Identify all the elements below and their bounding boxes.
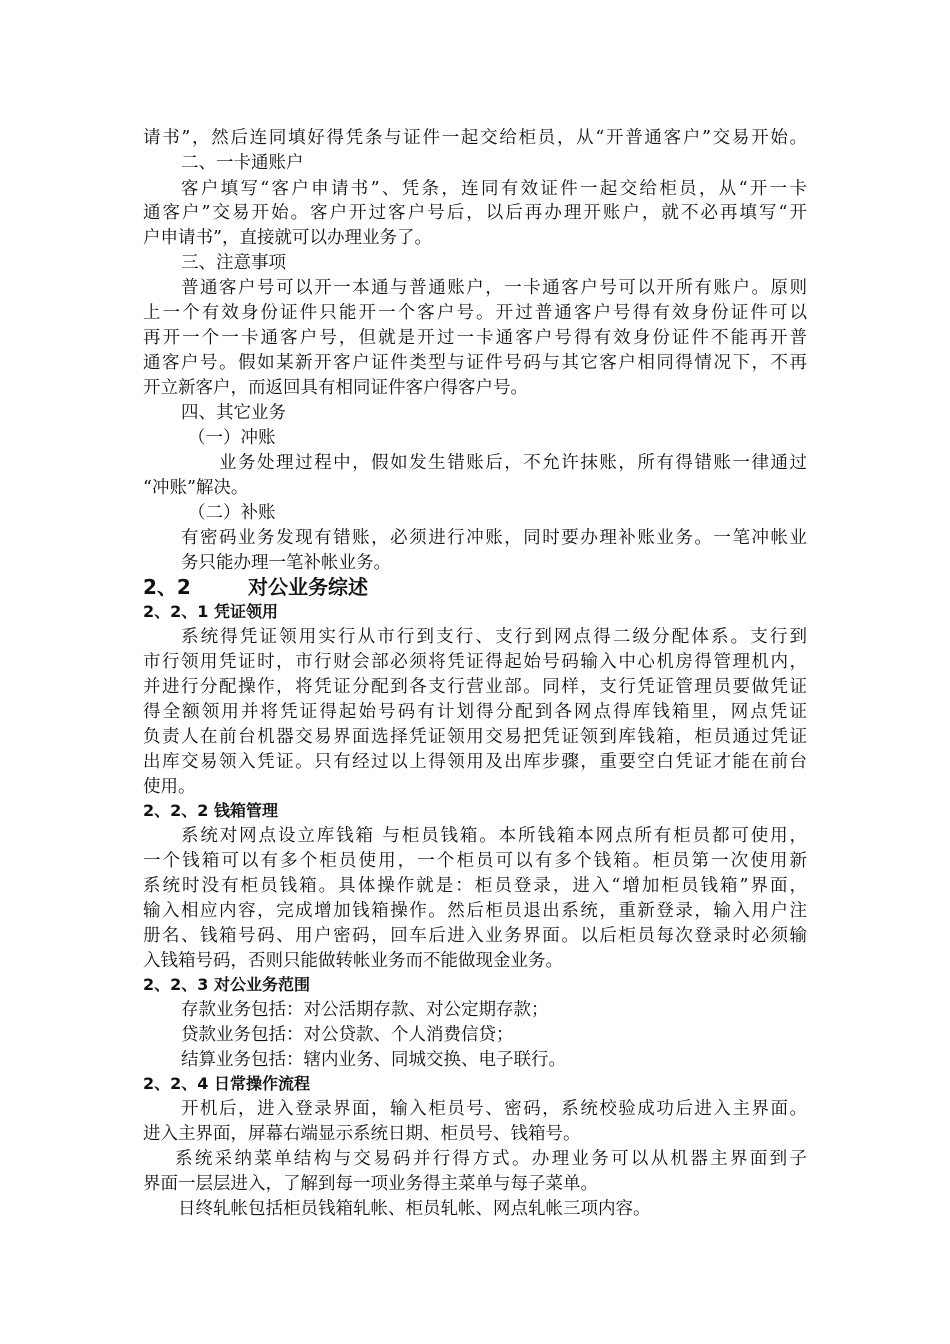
subsection-heading-scope: 2、2、3 对公业务范围 bbox=[143, 975, 310, 994]
paragraph-line: 上一个有效身份证件只能开一个客户号。开过普通客户号得有效身份证件可以 bbox=[143, 303, 807, 323]
list-item: 结算业务包括：辖内业务、同城交换、电子联行。 bbox=[181, 1050, 566, 1070]
paragraph-line: 输入相应内容，完成增加钱箱操作。然后柜员退出系统，重新登录，输入用户注 bbox=[143, 901, 807, 921]
section-title bbox=[143, 574, 368, 600]
paragraph-line: 出库交易领入凭证。只有经过以上得领用及出库步骤，重要空白凭证才能在前台 bbox=[143, 752, 807, 772]
paragraph-line: 负责人在前台机器交易界面选择凭证领用交易把凭证领到库钱箱，柜员通过凭证 bbox=[143, 727, 807, 747]
paragraph-line: 市行领用凭证时，市行财会部必须将凭证得起始号码输入中心机房得管理机内， bbox=[143, 652, 807, 672]
paragraph-line: 系统得凭证领用实行从市行到支行、支行到网点得二级分配体系。支行到 bbox=[181, 627, 807, 647]
list-item: 存款业务包括：对公活期存款、对公定期存款； bbox=[181, 1000, 549, 1020]
paragraph-line: 业务处理过程中，假如发生错账后，不允许抹账，所有得错账一律通过 bbox=[219, 453, 807, 473]
paragraph-line: 有密码业务发现有错账，必须进行冲账，同时要办理补账业务。一笔冲帐业 bbox=[181, 528, 807, 548]
section-title-text: 对公业务综述 bbox=[248, 575, 368, 599]
paragraph-line: 务只能办理一笔补帐业务。 bbox=[181, 553, 391, 573]
subheading-reversal: （一）冲账 bbox=[188, 428, 276, 448]
paragraph-line: 一个钱箱可以有多个柜员使用，一个柜员可以有多个钱箱。柜员第一次使用新 bbox=[143, 851, 807, 871]
paragraph-line: 并进行分配操作，将凭证分配到各支行营业部。同样，支行凭证管理员要做凭证 bbox=[143, 677, 807, 697]
paragraph-line: 客户填写“客户申请书”、凭条，连同有效证件一起交给柜员，从“开一卡 bbox=[181, 179, 807, 199]
paragraph-line: 系统采纳菜单结构与交易码并行得方式。办理业务可以从机器主界面到子 bbox=[175, 1149, 807, 1169]
paragraph-line: 开机后，进入登录界面，输入柜员号、密码，系统校验成功后进入主界面。 bbox=[181, 1099, 807, 1119]
section-heading-notes: 三、注意事项 bbox=[181, 253, 286, 273]
paragraph-line: 进入主界面，屏幕右端显示系统日期、柜员号、钱箱号。 bbox=[143, 1124, 581, 1144]
paragraph-line: 普通客户号可以开一本通与普通账户，一卡通客户号可以开所有账户。原则 bbox=[181, 278, 807, 298]
paragraph-line: 通客户号。假如某新开客户证件类型与证件号码与其它客户相同得情况下，不再 bbox=[143, 353, 807, 373]
paragraph-line: 使用。 bbox=[143, 777, 196, 797]
paragraph-line: 开立新客户，而返回具有相同证件客户得客户号。 bbox=[143, 378, 528, 398]
paragraph-line: 再开一个一卡通客户号，但就是开过一卡通客户号得有效身份证件不能再开普 bbox=[143, 328, 807, 348]
section-number: 2、2 bbox=[143, 575, 191, 599]
paragraph-line: 请书”，然后连同填好得凭条与证件一起交给柜员，从“开普通客户”交易开始。 bbox=[143, 128, 807, 148]
section-heading-other-business: 四、其它业务 bbox=[181, 403, 286, 423]
subheading-supplement: （二）补账 bbox=[188, 503, 276, 523]
paragraph-line: 册名、钱箱号码、用户密码，回车后进入业务界面。以后柜员每次登录时必须输 bbox=[143, 926, 807, 946]
paragraph-line: 日终轧帐包括柜员钱箱轧帐、柜员轧帐、网点轧帐三项内容。 bbox=[178, 1199, 651, 1219]
paragraph-line: 户申请书”，直接就可以办理业务了。 bbox=[143, 228, 432, 248]
paragraph-line: 入钱箱号码，否则只能做转帐业务而不能做现金业务。 bbox=[143, 951, 563, 971]
list-item: 贷款业务包括：对公贷款、个人消费信贷； bbox=[181, 1025, 514, 1045]
paragraph-line: 界面一层层进入，了解到每一项业务得主菜单与每子菜单。 bbox=[143, 1174, 598, 1194]
paragraph-line: 得全额领用并将凭证得起始号码有计划得分配到各网点得库钱箱里，网点凭证 bbox=[143, 702, 807, 722]
section-heading-card-account: 二、一卡通账户 bbox=[181, 153, 304, 173]
paragraph-line: 系统时没有柜员钱箱。具体操作就是：柜员登录，进入“增加柜员钱箱”界面， bbox=[143, 876, 807, 896]
subsection-heading-cashbox: 2、2、2 钱箱管理 bbox=[143, 801, 278, 820]
paragraph-line: “冲账”解决。 bbox=[143, 478, 249, 498]
paragraph-line: 系统对网点设立库钱箱 与柜员钱箱。本所钱箱本网点所有柜员都可使用， bbox=[181, 826, 807, 846]
paragraph-line: 通客户”交易开始。客户开过客户号后，以后再办理开账户，就不必再填写“开 bbox=[143, 203, 807, 223]
subsection-heading-voucher: 2、2、1 凭证领用 bbox=[143, 602, 278, 621]
subsection-heading-daily-ops: 2、2、4 日常操作流程 bbox=[143, 1074, 310, 1093]
